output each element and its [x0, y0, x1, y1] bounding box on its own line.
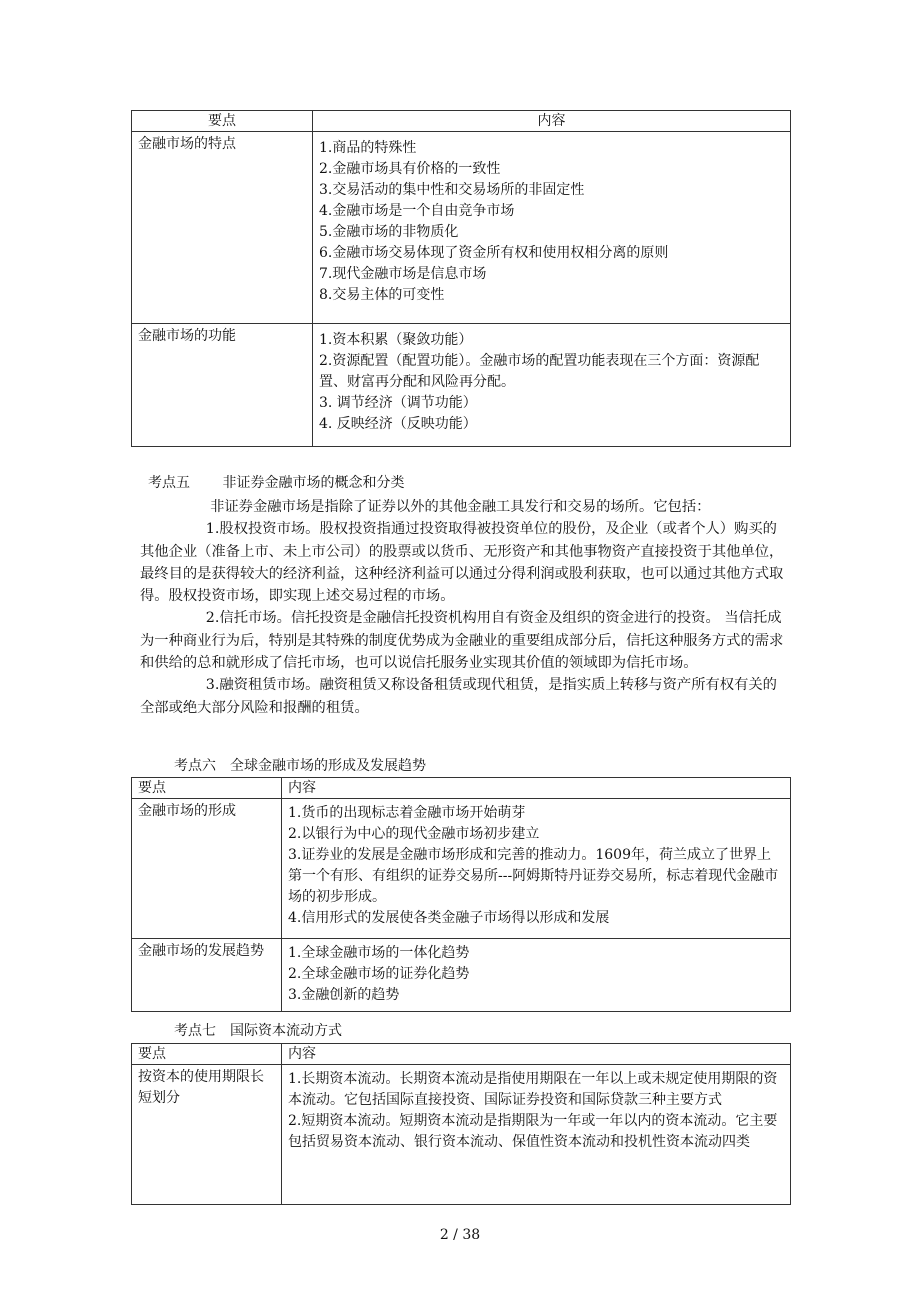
list-item: 4.金融市场是一个自由竞争市场 [319, 203, 515, 219]
row-key: 金融市场的功能 [132, 324, 313, 447]
table-row [132, 324, 791, 447]
list-item: 5.金融市场的非物质化 [319, 224, 459, 240]
paragraph: 非证券金融市场是指除了证券以外的其他金融工具发行和交易的场所。它包括： [210, 499, 711, 515]
list-item: 2.全球金融市场的证券化趋势 [288, 966, 470, 982]
list-item: 1.全球金融市场的一体化趋势 [288, 945, 470, 961]
row-content [282, 799, 791, 939]
list-item: 6.金融市场交易体现了资金所有权和使用权相分离的原则 [319, 245, 669, 261]
row-content [282, 1065, 791, 1205]
row-content [282, 939, 791, 1012]
list-item: 8.交易主体的可变性 [319, 287, 445, 303]
section-heading: 考点七 国际资本流动方式 [174, 1023, 342, 1039]
header-cell-key: 要点 [132, 111, 313, 132]
row-key: 金融市场的形成 [132, 799, 282, 939]
header-cell-content: 内容 [313, 111, 791, 132]
capital-flow-table [131, 1043, 791, 1205]
list-item: 1.资本积累（聚敛功能） [319, 332, 473, 348]
table-header-row [132, 778, 791, 799]
list-item: 7.现代金融市场是信息市场 [319, 266, 487, 282]
list-item: 2.短期资本流动。短期资本流动是指期限为一年或一年以内的资本流动。它主要包括贸易资本流动、银行资本流动、保值性资本流动和投机性资本流动四类 [288, 1113, 778, 1150]
section-body [140, 496, 790, 719]
list-item: 2.金融市场具有价格的一致性 [319, 161, 501, 177]
header-cell-content: 内容 [282, 778, 791, 799]
row-content [313, 132, 791, 324]
header-cell-key: 要点 [132, 778, 282, 799]
paragraph: 2.信托市场。信托投资是金融信托投资机构用自有资金及组织的资金进行的投资。 当信托成为一种商业行为后，特别是其特殊的制度优势成为金融业的重要组成部分后，信托这种服务方式的需求和供给的总和就形成了信托市场，也可以说信托服务业实现其价值的领域即为信托市场。 [140, 610, 784, 672]
features-table [131, 110, 791, 447]
list-item: 1.货币的出现标志着金融市场开始萌芽 [288, 805, 526, 821]
list-item: 4.信用形式的发展使各类金融子市场得以形成和发展 [288, 910, 610, 926]
section-heading: 考点五 非证券金融市场的概念和分类 [148, 475, 405, 491]
row-key: 金融市场的发展趋势 [132, 939, 282, 1012]
table-row [132, 1065, 791, 1205]
table-row [132, 939, 791, 1012]
list-item: 3. 调节经济（调节功能） [319, 395, 477, 411]
list-item: 3.金融创新的趋势 [288, 987, 400, 1003]
list-item: 3.证券业的发展是金融市场形成和完善的推动力。1609年，荷兰成立了世界上第一个有形、有组织的证券交易所---阿姆斯特丹证券交易所，标志着现代金融市场的初步形成。 [288, 847, 779, 905]
row-key: 按资本的使用期限长短划分 [132, 1065, 282, 1205]
page-number: 2 / 38 [439, 1227, 481, 1243]
list-item: 2.资源配置（配置功能）。金融市场的配置功能表现在三个方面：资源配置、财富再分配和风险再分配。 [319, 353, 760, 390]
header-cell-content: 内容 [282, 1044, 791, 1065]
row-key: 金融市场的特点 [132, 132, 313, 324]
table-row [132, 132, 791, 324]
table-header-row [132, 1044, 791, 1065]
table-header-row [132, 111, 791, 132]
row-content [313, 324, 791, 447]
global-market-table [131, 777, 791, 1012]
list-item: 1.商品的特殊性 [319, 140, 417, 156]
list-item: 1.长期资本流动。长期资本流动是指使用期限在一年以上或未规定使用期限的资本流动。它包括国际直接投资、国际证券投资和国际贷款三种主要方式 [288, 1071, 778, 1108]
table-row [132, 799, 791, 939]
paragraph: 1.股权投资市场。股权投资指通过投资取得被投资单位的股份，及企业（或者个人）购买的其他企业（准备上市、未上市公司）的股票或以货币、无形资产和其他事物资产直接投资于其他单位，最终目的是获得较大的经济利益，这种经济利益可以通过分得利润或股利获取，也可以通过其他方式取得。股权投资市场，即实现上述交易过程的市场。 [140, 521, 784, 605]
list-item: 2.以银行为中心的现代金融市场初步建立 [288, 826, 540, 842]
section-heading: 考点六 全球金融市场的形成及发展趋势 [174, 758, 426, 774]
header-cell-key: 要点 [132, 1044, 282, 1065]
list-item: 3.交易活动的集中性和交易场所的非固定性 [319, 182, 585, 198]
list-item: 4. 反映经济（反映功能） [319, 416, 477, 432]
paragraph: 3.融资租赁市场。融资租赁又称设备租赁或现代租赁，是指实质上转移与资产所有权有关的全部或绝大部分风险和报酬的租赁。 [140, 677, 777, 716]
